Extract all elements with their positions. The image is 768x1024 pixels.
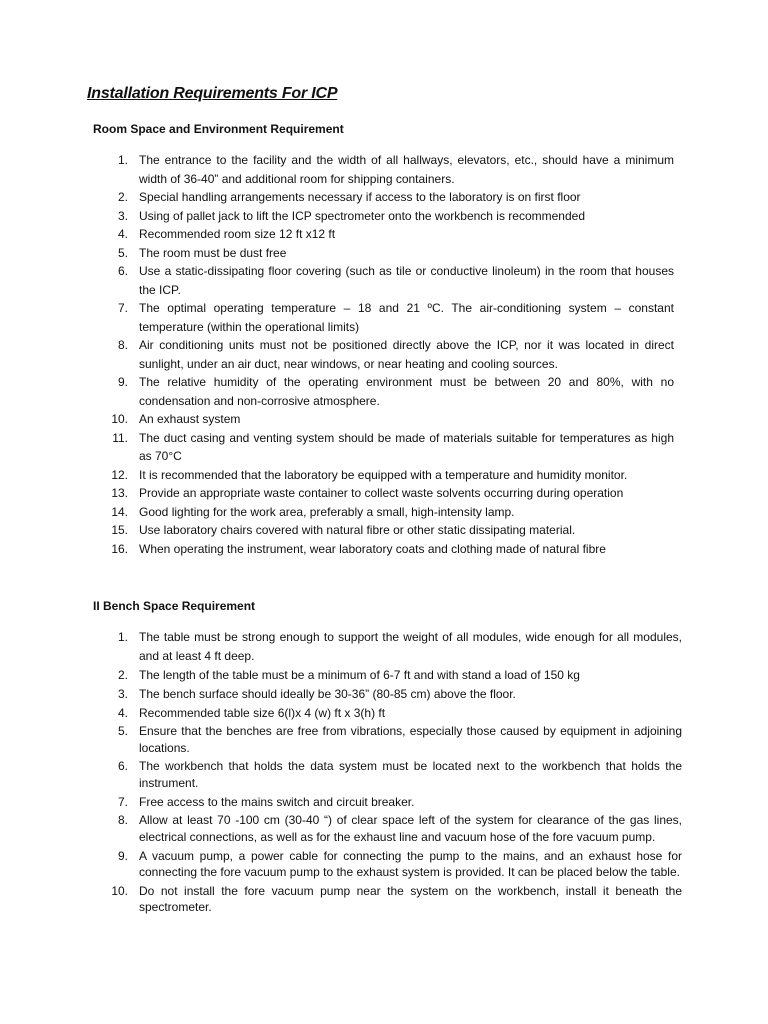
list-item-text: Free access to the mains switch and circuit breaker. bbox=[139, 794, 415, 809]
list-item-number: 10. bbox=[111, 883, 128, 898]
list-item-text: It is recommended that the laboratory be equipped with a temperature and humidity monitor. bbox=[139, 467, 628, 482]
bench-space-requirements-list bbox=[0, 628, 768, 918]
room-space-requirements-list bbox=[0, 151, 768, 558]
list-item-number: 1. bbox=[117, 630, 128, 644]
list-item-text: The length of the table must be a minimum of 6-7 ft and with stand a load of 150 kg bbox=[139, 668, 580, 683]
list-item-number: 15. bbox=[111, 523, 128, 537]
list-item bbox=[0, 758, 768, 791]
list-item-number: 1. bbox=[117, 153, 128, 167]
list-item-text: Air conditioning units must not be positioned directly above the ICP, nor it was located in direct sunlight, under an air duct, near windows, or near heating and cooling sources. bbox=[139, 338, 674, 371]
list-item bbox=[0, 812, 768, 845]
list-item-text: The duct casing and venting system should be made of materials suitable for temperatures as high as 70°C bbox=[139, 430, 674, 463]
list-item-text: Do not install the fore vacuum pump near the system on the workbench, install it beneath the spectrometer. bbox=[139, 883, 682, 915]
list-item-number: 9. bbox=[117, 848, 128, 863]
section-heading-bench-space: II Bench Space Requirement bbox=[93, 599, 256, 613]
list-item-number: 2. bbox=[117, 668, 128, 683]
list-item-number: 3. bbox=[117, 686, 128, 701]
list-item-text: Recommended table size 6(l)x 4 (w) ft x 3(h) ft bbox=[139, 705, 386, 720]
list-item-text: Special handling arrangements necessary if access to the laboratory is on first floor bbox=[139, 190, 581, 204]
list-item-text: The bench surface should ideally be 30-36” (80-85 cm) above the floor. bbox=[139, 686, 516, 701]
list-item-number: 6. bbox=[117, 264, 128, 278]
list-item-text: Using of pallet jack to lift the ICP spectrometer onto the workbench is recommended bbox=[139, 208, 585, 223]
list-item-number: 3. bbox=[117, 208, 128, 223]
list-item-text: The relative humidity of the operating environment must be between 20 and 80%, with no condensation and non-corrosive atmosphere. bbox=[139, 375, 674, 408]
list-item-number: 6. bbox=[117, 759, 128, 774]
list-item-number: 16. bbox=[111, 541, 128, 556]
list-item bbox=[0, 151, 768, 188]
list-item bbox=[0, 262, 768, 299]
list-item-text: A vacuum pump, a power cable for connecting the pump to the mains, and an exhaust hose for connecting the fore vacuum pump to the exhaust system is provided. It can be placed below the table. bbox=[139, 848, 682, 879]
list-item bbox=[0, 521, 768, 540]
list-item-text: Allow at least 70 -100 cm (30-40 “) of clear space left of the system for clearance of the gas lines, electrical connections, as well as for the exhaust line and vacuum hose of the fore vacuum pump. bbox=[139, 813, 682, 844]
list-item bbox=[0, 686, 768, 703]
list-item-text: Good lighting for the work area, preferably a small, high-intensity lamp. bbox=[139, 504, 515, 519]
list-item-text: When operating the instrument, wear laboratory coats and clothing made of natural fibre bbox=[139, 541, 606, 556]
list-item bbox=[0, 503, 768, 522]
list-item bbox=[0, 373, 768, 410]
list-item-text: The entrance to the facility and the width of all hallways, elevators, etc., should have a minimum width of 36-40” and additional room for shipping containers. bbox=[139, 153, 674, 186]
list-item-text: The room must be dust free bbox=[139, 245, 287, 260]
list-item-number: 5. bbox=[117, 724, 128, 739]
list-item-number: 2. bbox=[117, 190, 128, 204]
list-item bbox=[0, 794, 768, 811]
list-item-number: 8. bbox=[117, 813, 128, 828]
list-item bbox=[0, 883, 768, 916]
list-item-number: 7. bbox=[117, 301, 128, 315]
list-item-number: 5. bbox=[117, 245, 128, 260]
list-item-number: 13. bbox=[111, 486, 128, 500]
list-item bbox=[0, 225, 768, 244]
list-item bbox=[0, 628, 768, 665]
list-item-text: The table must be strong enough to support the weight of all modules, wide enough for all modules, and at least 4 ft deep. bbox=[139, 630, 682, 663]
list-item-number: 7. bbox=[117, 794, 128, 809]
list-item-text: Ensure that the benches are free from vibrations, especially those caused by equipment in adjoining locations. bbox=[139, 724, 682, 755]
list-item bbox=[0, 484, 768, 503]
list-item bbox=[0, 848, 768, 881]
section-heading-room-space: Room Space and Environment Requirement bbox=[93, 122, 344, 136]
list-item bbox=[0, 188, 768, 207]
list-item bbox=[0, 723, 768, 756]
document-title: Installation Requirements For ICP bbox=[87, 85, 338, 102]
list-item bbox=[0, 207, 768, 226]
list-item bbox=[0, 705, 768, 722]
list-item-text: The workbench that holds the data system must be located next to the workbench that holds the instrument. bbox=[139, 759, 682, 790]
list-item bbox=[0, 540, 768, 559]
list-item-number: 4. bbox=[117, 705, 128, 720]
list-item-text: An exhaust system bbox=[139, 412, 241, 426]
list-item-text: Use laboratory chairs covered with natural fibre or other static dissipating material. bbox=[139, 523, 576, 537]
list-item-text: Provide an appropriate waste container to collect waste solvents occurring during operation bbox=[139, 486, 624, 500]
list-item-number: 11. bbox=[112, 430, 128, 445]
list-item bbox=[0, 667, 768, 684]
list-item bbox=[0, 429, 768, 466]
list-item-text: Recommended room size 12 ft x12 ft bbox=[139, 227, 336, 241]
list-item-number: 10. bbox=[111, 412, 128, 426]
list-item-number: 4. bbox=[117, 227, 128, 241]
list-item bbox=[0, 299, 768, 336]
list-item-text: The optimal operating temperature – 18 and 21 ºC. The air-conditioning system – constant temperature (within the operational limits) bbox=[139, 301, 674, 334]
list-item-number: 9. bbox=[117, 375, 128, 389]
list-item-number: 12. bbox=[111, 467, 128, 482]
list-item bbox=[0, 244, 768, 263]
list-item-text: Use a static-dissipating floor covering (such as tile or conductive linoleum) in the room that houses the ICP. bbox=[139, 264, 674, 297]
list-item bbox=[0, 336, 768, 373]
list-item bbox=[0, 466, 768, 485]
list-item-number: 14. bbox=[111, 504, 128, 519]
list-item-number: 8. bbox=[117, 338, 128, 352]
list-item bbox=[0, 410, 768, 429]
